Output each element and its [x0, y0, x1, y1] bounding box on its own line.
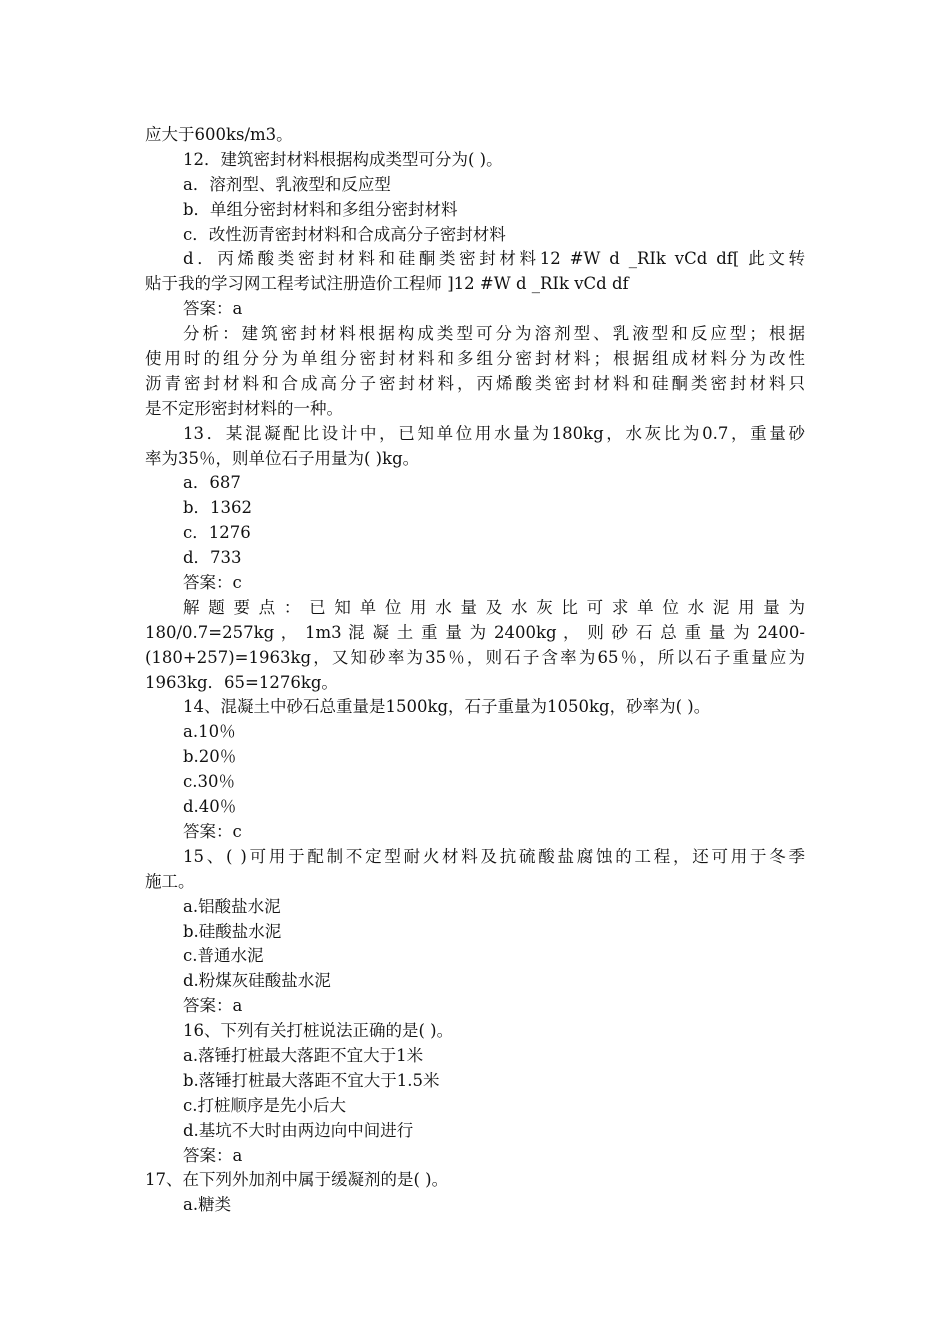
text-line: a．溶剂型、乳液型和反应型 [183, 174, 391, 194]
text-line: b．单组分密封材料和多组分密封材料 [183, 199, 458, 219]
text-line: 使用时的组分分为单组分密封材料和多组分密封材料；根据组成材料分为改性 [145, 349, 805, 369]
text-line: b.硅酸盐水泥 [183, 921, 282, 941]
text-line: 17、在下列外加剂中属于缓凝剂的是( )。 [145, 1170, 449, 1190]
document-body [145, 123, 805, 1218]
text-line: d．丙烯酸类密封材料和硅酮类密封材料12 #W d _RIk vCd df[ 此文转 [183, 249, 805, 269]
text-line: 贴于我的学习网工程考试注册造价工程师 ]12 #W d _RIk vCd df [145, 274, 629, 294]
text-line: 16、下列有关打桩说法正确的是( )。 [183, 1021, 454, 1041]
text-line: a.糖类 [183, 1195, 232, 1215]
text-line: 14、混凝土中砂石总重量是1500kg，石子重量为1050kg，砂率为( )。 [183, 697, 711, 717]
text-line: 答案：a [183, 996, 243, 1016]
text-line: d.基坑不大时由两边向中间进行 [183, 1120, 414, 1140]
text-line: 是不定形密封材料的一种。 [145, 398, 343, 418]
text-line: 12．建筑密封材料根据构成类型可分为( )。 [183, 149, 503, 169]
text-line: c．改性沥青密封材料和合成高分子密封材料 [183, 224, 506, 244]
text-line: a.落锤打桩最大落距不宜大于1米 [183, 1045, 424, 1065]
text-line: 15、( )可用于配制不定型耐火材料及抗硫酸盐腐蚀的工程，还可用于冬季 [183, 846, 805, 866]
text-line: 解 题 要 点 ： 已 知 单 位 用 水 量 及 水 灰 比 可 求 单 位 水 泥 用 量 为 [183, 597, 805, 617]
text-line: a．687 [183, 473, 241, 493]
text-line: 答案：a [183, 1145, 243, 1165]
text-line: c.30％ [183, 772, 235, 792]
text-line: d.40％ [183, 797, 237, 817]
text-line: a.铝酸盐水泥 [183, 896, 281, 916]
text-line: b.落锤打桩最大落距不宜大于1.5米 [183, 1070, 440, 1090]
text-line: 沥青密封材料和合成高分子密封材料，丙烯酸类密封材料和硅酮类密封材料只 [145, 373, 805, 393]
text-line: (180+257)=1963kg，又知砂率为35％，则石子含率为65％，所以石子重量应为 [145, 647, 805, 667]
text-line: d.粉煤灰硅酸盐水泥 [183, 971, 331, 991]
text-line: 率为35％，则单位石子用量为( )kg。 [145, 448, 420, 468]
text-line: 答案：c [183, 573, 242, 593]
text-line: 180/0.7=257kg ， 1m3 混 凝 土 重 量 为 2400kg ， 则 砂 石 总 重 量 为 2400- [145, 622, 805, 642]
text-line: 应大于600ks/m3。 [145, 125, 293, 144]
text-line: c．1276 [183, 523, 251, 543]
text-line: 施工。 [145, 871, 195, 891]
text-line: 13．某混凝配比设计中，已知单位用水量为180kg，水灰比为0.7，重量砂 [183, 423, 805, 443]
text-line: 分析：建筑密封材料根据构成类型可分为溶剂型、乳液型和反应型；根据 [183, 324, 805, 344]
text-line: 答案：a [183, 299, 243, 319]
text-line: b.20％ [183, 747, 237, 767]
text-line: 1963kg．65=1276kg。 [145, 672, 338, 692]
text-line: a.10％ [183, 722, 236, 742]
text-line: b．1362 [183, 498, 253, 518]
text-line: c.打桩顺序是先小后大 [183, 1095, 346, 1115]
text-line: 答案：c [183, 821, 242, 841]
text-line: c.普通水泥 [183, 946, 264, 966]
text-line: d．733 [183, 548, 242, 568]
